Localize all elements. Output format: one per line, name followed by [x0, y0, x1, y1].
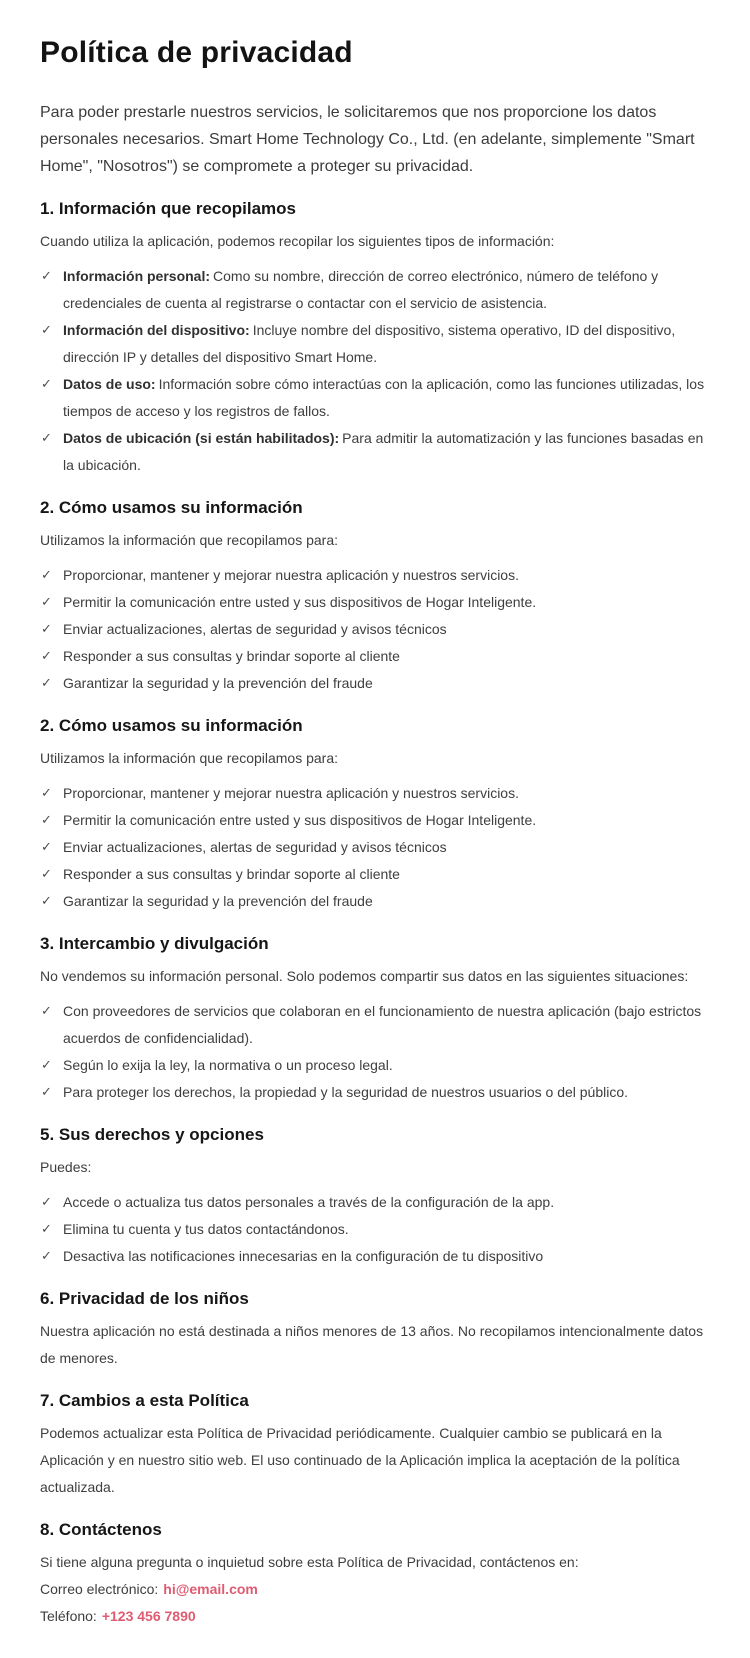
check-icon: ✓: [41, 430, 52, 446]
section-paragraph: Si tiene alguna pregunta o inquietud sobre esta Política de Privacidad, contáctenos en:: [40, 1554, 579, 1571]
policy-section: [40, 497, 710, 697]
list-item-body: Información sobre cómo interactúas con la aplicación, como las funciones utilizadas, los tiempos de acceso y los registros de fallos.: [63, 375, 705, 419]
list-item-body: Para proteger los derechos, la propiedad y la seguridad de nuestros usuarios o del público.: [63, 1083, 629, 1100]
check-icon: ✓: [41, 812, 52, 828]
list-item: [40, 670, 710, 697]
section-heading: 2. Cómo usamos su información: [40, 715, 303, 735]
list-item: [40, 1052, 710, 1079]
check-icon: ✓: [41, 866, 52, 882]
check-icon: ✓: [41, 376, 52, 392]
list-item-text: [63, 616, 710, 643]
check-icon: ✓: [41, 322, 52, 338]
list-item-text: [63, 1079, 710, 1106]
list-item: [40, 1216, 710, 1243]
list-item-text: [63, 1243, 710, 1270]
list-item-text: [63, 670, 710, 697]
list-item-body: Accede o actualiza tus datos personales a través de la configuración de la app.: [63, 1193, 555, 1210]
list-item-text: [63, 425, 710, 479]
list-item-body: Elimina tu cuenta y tus datos contactándonos.: [63, 1220, 349, 1237]
list-item: [40, 589, 710, 616]
check-icon: ✓: [41, 621, 52, 637]
list-item: [40, 643, 710, 670]
section-paragraph: Nuestra aplicación no está destinada a niños menores de 13 años. No recopilamos intencionalmente datos de menores.: [40, 1323, 704, 1367]
policy-body: [40, 198, 710, 1631]
list-item-text: [63, 371, 710, 425]
section-heading: 5. Sus derechos y opciones: [40, 1124, 264, 1144]
list-item-text: [63, 888, 710, 915]
section-intro: No vendemos su información personal. Solo podemos compartir sus datos en las siguientes situaciones:: [40, 967, 689, 984]
check-list: [40, 263, 710, 479]
list-item-text: [63, 1052, 710, 1079]
list-item: [40, 1243, 710, 1270]
list-item: [40, 780, 710, 807]
list-item-body: Con proveedores de servicios que colaboran en el funcionamiento de nuestra aplicación (bajo estrictos acuerdos de confidencialidad).: [63, 1002, 702, 1046]
list-item: [40, 861, 710, 888]
list-item: [40, 317, 710, 371]
list-item-text: [63, 1216, 710, 1243]
policy-section: [40, 1390, 710, 1501]
check-icon: ✓: [41, 1221, 52, 1237]
list-item-body: Responder a sus consultas y brindar soporte al cliente: [63, 647, 400, 664]
section-intro: Cuando utiliza la aplicación, podemos recopilar los siguientes tipos de información:: [40, 232, 555, 249]
list-item-text: [63, 263, 710, 317]
section-heading: 7. Cambios a esta Política: [40, 1391, 249, 1411]
list-item-label: Información del dispositivo:: [63, 321, 250, 338]
contact-line: [40, 1603, 710, 1630]
contact-line: [40, 1576, 710, 1603]
list-item: [40, 807, 710, 834]
check-list: [40, 1189, 710, 1270]
list-item: [40, 616, 710, 643]
check-icon: ✓: [41, 1003, 52, 1019]
list-item-text: [63, 834, 710, 861]
list-item-label: Información personal:: [63, 267, 211, 284]
check-icon: ✓: [41, 675, 52, 691]
list-item-body: Enviar actualizaciones, alertas de seguridad y avisos técnicos: [63, 838, 447, 855]
policy-section: [40, 1519, 710, 1630]
section-heading: 3. Intercambio y divulgación: [40, 933, 269, 953]
section-heading: 2. Cómo usamos su información: [40, 497, 303, 517]
check-icon: ✓: [41, 839, 52, 855]
list-item-body: Según lo exija la ley, la normativa o un proceso legal.: [63, 1056, 393, 1073]
section-paragraph: Podemos actualizar esta Política de Privacidad periódicamente. Cualquier cambio se publicará en la Aplicación y en nuestro sitio web. El uso continuado de la Aplicación implica la aceptación de la política actualizada.: [40, 1425, 680, 1496]
check-icon: ✓: [41, 268, 52, 284]
list-item-body: Garantizar la seguridad y la prevención del fraude: [63, 674, 373, 691]
list-item-body: Para admitir la automatización y las funciones basadas en la ubicación.: [63, 429, 704, 473]
list-item-body: Permitir la comunicación entre usted y sus dispositivos de Hogar Inteligente.: [63, 811, 537, 828]
list-item: [40, 834, 710, 861]
list-item-body: Permitir la comunicación entre usted y sus dispositivos de Hogar Inteligente.: [63, 593, 537, 610]
list-item-body: Desactiva las notificaciones innecesarias en la configuración de tu dispositivo: [63, 1247, 544, 1264]
list-item-text: [63, 562, 710, 589]
section-heading: 8. Contáctenos: [40, 1520, 162, 1540]
page-title: Política de privacidad: [40, 36, 353, 69]
list-item-text: [63, 317, 710, 371]
check-icon: ✓: [41, 648, 52, 664]
list-item: [40, 1079, 710, 1106]
check-icon: ✓: [41, 567, 52, 583]
check-list: [40, 562, 710, 697]
list-item: [40, 562, 710, 589]
check-icon: ✓: [41, 594, 52, 610]
policy-section: [40, 198, 710, 479]
list-item: [40, 998, 710, 1052]
list-item-body: Incluye nombre del dispositivo, sistema operativo, ID del dispositivo, dirección IP y detalles del dispositivo Smart Home.: [63, 321, 676, 365]
list-item-text: [63, 807, 710, 834]
list-item-text: [63, 589, 710, 616]
policy-section: [40, 1288, 710, 1372]
check-icon: ✓: [41, 1248, 52, 1264]
section-intro: Utilizamos la información que recopilamos para:: [40, 531, 339, 548]
check-icon: ✓: [41, 1084, 52, 1100]
list-item: [40, 371, 710, 425]
list-item-text: [63, 1189, 710, 1216]
list-item-body: Como su nombre, dirección de correo electrónico, número de teléfono y credenciales de cuenta al registrarse o contactar con el servicio de asistencia.: [63, 267, 659, 311]
list-item-label: Datos de ubicación (si están habilitados):: [63, 429, 340, 446]
list-item-body: Responder a sus consultas y brindar soporte al cliente: [63, 865, 400, 882]
list-item-label: Datos de uso:: [63, 375, 156, 392]
section-intro: Puedes:: [40, 1158, 92, 1175]
check-icon: ✓: [41, 893, 52, 909]
list-item: [40, 888, 710, 915]
section-intro: Utilizamos la información que recopilamos para:: [40, 749, 339, 766]
contact-label: Correo electrónico:: [40, 1581, 159, 1598]
list-item-text: [63, 998, 710, 1052]
list-item: [40, 1189, 710, 1216]
list-item-body: Proporcionar, mantener y mejorar nuestra aplicación y nuestros servicios.: [63, 784, 519, 801]
check-icon: ✓: [41, 1194, 52, 1210]
list-item-text: [63, 861, 710, 888]
list-item-text: [63, 780, 710, 807]
contact-label: Teléfono:: [40, 1608, 97, 1625]
check-list: [40, 998, 710, 1106]
policy-section: [40, 715, 710, 915]
email-link[interactable]: hi@email.com: [163, 1581, 258, 1598]
policy-section: [40, 933, 710, 1106]
list-item-text: [63, 643, 710, 670]
page-intro: Para poder prestarle nuestros servicios, le solicitaremos que nos proporcione los datos personales necesarios. Smart Home Technology Co., Ltd. (en adelante, simplemente "Smart Home", "Nosotros") se compromete a proteger su privacidad.: [40, 103, 695, 175]
check-list: [40, 780, 710, 915]
phone-link[interactable]: +123 456 7890: [101, 1608, 196, 1625]
section-heading: 1. Información que recopilamos: [40, 198, 297, 218]
check-icon: ✓: [41, 1057, 52, 1073]
policy-section: [40, 1124, 710, 1270]
list-item-body: Garantizar la seguridad y la prevención del fraude: [63, 892, 373, 909]
list-item-body: Proporcionar, mantener y mejorar nuestra aplicación y nuestros servicios.: [63, 566, 519, 583]
list-item: [40, 263, 710, 317]
section-heading: 6. Privacidad de los niños: [40, 1288, 249, 1308]
list-item: [40, 425, 710, 479]
list-item-body: Enviar actualizaciones, alertas de seguridad y avisos técnicos: [63, 620, 447, 637]
check-icon: ✓: [41, 785, 52, 801]
